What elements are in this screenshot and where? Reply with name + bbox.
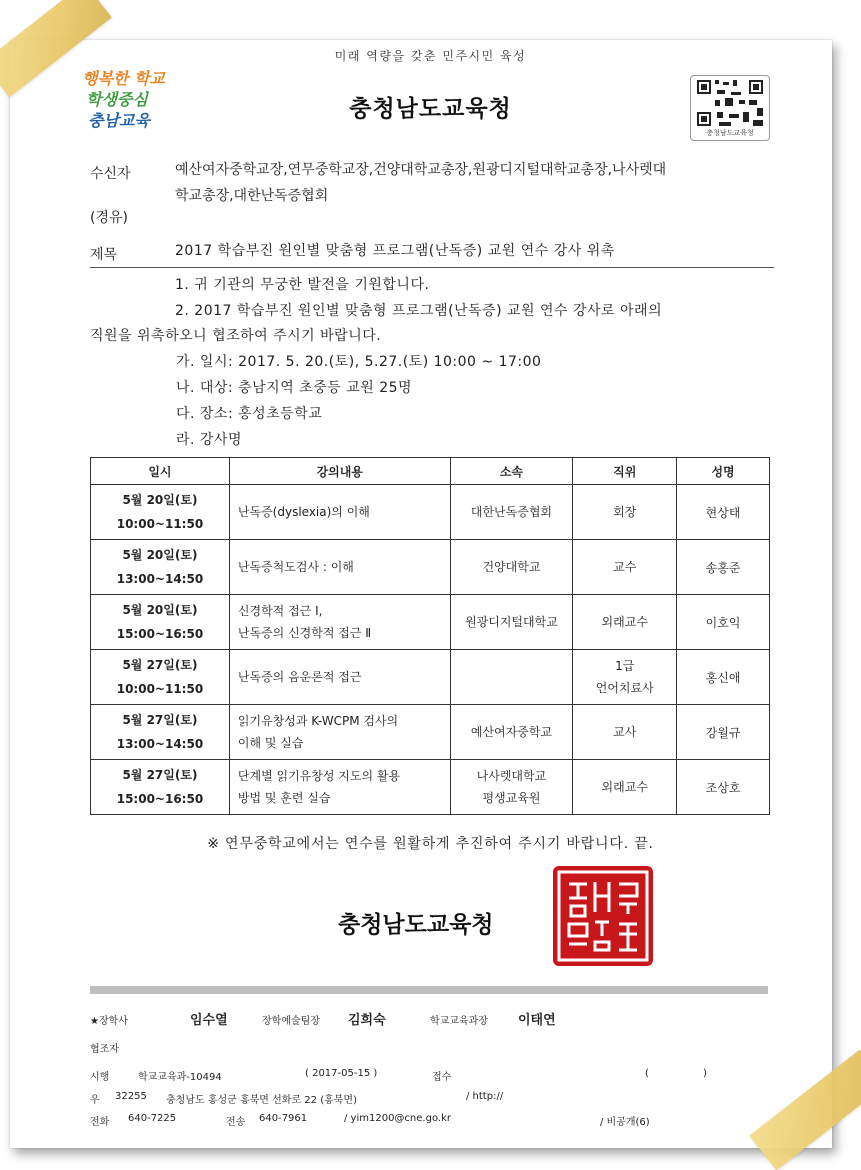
- cell-org: [450, 540, 573, 595]
- content-line-2: 난독증의 신경학적 접근 Ⅱ: [237, 626, 372, 640]
- recipient-line-1: 예산여자중학교장,연무중학교장,건양대학교총장,원광디지털대학교총장,나사렛대: [175, 162, 667, 178]
- table-row: [91, 595, 770, 650]
- footer-email: / yim1200@cne.go.kr: [344, 1113, 451, 1124]
- cell-datetime: [91, 540, 230, 595]
- cell-time: 10:00~11:50: [116, 682, 204, 696]
- cell-date: 5월 20일(토): [122, 603, 198, 617]
- cell-datetime: [91, 650, 230, 705]
- cell-time: 10:00~11:50: [116, 517, 204, 531]
- cell-time: 15:00~16:50: [116, 792, 204, 806]
- logo-line-3: 충남교육: [88, 111, 150, 130]
- footer-role-1: ★장학사: [90, 1016, 128, 1027]
- position-line-1: 교사: [613, 725, 637, 739]
- content-line-2: 방법 및 훈련 실습: [237, 791, 331, 805]
- table-row: [91, 540, 770, 595]
- header-position: 직위: [573, 458, 677, 485]
- content-line-1: 난독증(dyslexia)의 이해: [237, 505, 370, 519]
- footer-homepage: / http://: [466, 1091, 504, 1102]
- via-label: (경유): [90, 210, 128, 226]
- cell-date: 5월 20일(토): [122, 548, 198, 562]
- seal-stamp-icon: [553, 866, 653, 966]
- cell-time: 13:00~14:50: [116, 572, 204, 586]
- cell-date: 5월 27일(토): [122, 713, 198, 727]
- footer-person-2: 김희숙: [348, 1013, 386, 1028]
- org-line-2: 평생교육원: [482, 791, 541, 805]
- cell-content: [229, 540, 450, 595]
- cell-org: [450, 760, 573, 815]
- slogan: 미래 역량을 갖춘 민주시민 육성: [334, 49, 527, 63]
- content-line-1: 난독증의 음운론적 접근: [237, 670, 362, 684]
- position-line-2: 언어치료사: [595, 681, 654, 695]
- cell-content: [229, 650, 450, 705]
- item-target: 나. 대상: 충남지역 초중등 교원 25명: [176, 380, 413, 396]
- cell-name: 홍신애: [677, 650, 770, 705]
- org-line-1: 대한난독증협회: [470, 505, 553, 519]
- official-seal: [553, 866, 653, 966]
- content-line-1: 신경학적 접근 Ⅰ,: [237, 604, 323, 618]
- footer-receipt-paren: ( ): [645, 1068, 707, 1079]
- cell-org: [450, 485, 573, 540]
- header-content: 강의내용: [229, 458, 450, 485]
- logo-line-1: 행복한 학교: [82, 69, 165, 88]
- cell-position: [573, 485, 677, 540]
- footer-enforce-no: 학교교육과-10494: [138, 1072, 222, 1083]
- org-line-1: 나사렛대학교: [476, 769, 547, 783]
- cell-org: [450, 650, 573, 705]
- qr-code-icon: [691, 76, 769, 130]
- footer-address: 충청남도 홍성군 홍북면 선화로 22 (홍북면): [166, 1095, 357, 1106]
- item-schedule: 가. 일시: 2017. 5. 20.(토), 5.27.(토) 10:00 ~ 17:00: [176, 354, 542, 370]
- footer-divider-bar: [90, 986, 768, 994]
- cell-name: 조상호: [677, 760, 770, 815]
- content-line-1: 난독증척도검사 : 이해: [237, 560, 354, 574]
- org-line-1: 건양대학교: [482, 560, 541, 574]
- content-line-1: 읽기유창성과 K-WCPM 검사의: [237, 714, 399, 728]
- header-date: 일시: [91, 458, 230, 485]
- cell-date: 5월 27일(토): [122, 658, 198, 672]
- cell-position: [573, 760, 677, 815]
- cell-datetime: [91, 485, 230, 540]
- footer-tel-label: 전화: [90, 1117, 110, 1128]
- footer-enforce-label: 시행: [90, 1072, 110, 1083]
- table-row: [91, 705, 770, 760]
- paragraph-2-line-1: 2. 2017 학습부진 원인별 맞춤형 프로그램(난독증) 교원 연수 강사로 아래의: [175, 303, 663, 319]
- content-line-2: 이해 및 실습: [237, 736, 304, 750]
- footer-person-1: 임수열: [190, 1013, 228, 1028]
- subject-label: 제목: [90, 247, 118, 263]
- position-line-1: 회장: [613, 505, 637, 519]
- cell-name: 강월규: [677, 705, 770, 760]
- footer-fax: 640-7961: [259, 1113, 308, 1124]
- position-line-1: 1급: [615, 659, 635, 673]
- org-line-1: 예산여자중학교: [470, 725, 553, 739]
- logo-line-2: 학생중심: [86, 90, 148, 109]
- cell-datetime: [91, 760, 230, 815]
- cell-content: [229, 485, 450, 540]
- paragraph-2-line-2: 직원을 위촉하오니 협조하여 주시기 바랍니다.: [90, 328, 382, 344]
- header-name: 성명: [677, 458, 770, 485]
- cell-position: [573, 595, 677, 650]
- footer-fax-label: 전송: [226, 1117, 246, 1128]
- footer-role-2: 장학예술팀장: [262, 1016, 320, 1027]
- footer-disclosure: / 비공개(6): [600, 1117, 650, 1128]
- cell-date: 5월 20일(토): [122, 493, 198, 507]
- cell-content: [229, 760, 450, 815]
- cell-content: [229, 595, 450, 650]
- cell-name: 이호익: [677, 595, 770, 650]
- cell-org: [450, 705, 573, 760]
- cell-content: [229, 705, 450, 760]
- position-line-1: 외래교수: [601, 615, 648, 629]
- org-line-1: 원광디지털대학교: [465, 615, 558, 629]
- footer-role-3: 학교교육과장: [430, 1016, 488, 1027]
- qr-caption: 충청남도교육청: [706, 129, 754, 137]
- footer-person-3: 이태연: [518, 1013, 556, 1028]
- footer-zip-label: 우: [90, 1095, 100, 1106]
- cell-datetime: [91, 595, 230, 650]
- footer-cooperator: 협조자: [90, 1044, 119, 1055]
- table-header-row: [91, 458, 770, 485]
- signature-agency: 충청남도교육청: [338, 912, 494, 938]
- footer-enforce-date: ( 2017-05-15 ): [305, 1068, 378, 1079]
- position-line-1: 외래교수: [601, 780, 648, 794]
- lecturer-table: [90, 457, 770, 815]
- item-venue: 다. 장소: 홍성초등학교: [176, 406, 323, 422]
- agency-title: 충청남도교육청: [349, 96, 512, 122]
- position-line-1: 교수: [613, 560, 637, 574]
- cell-time: 13:00~14:50: [116, 737, 204, 751]
- recipient-label: 수신자: [90, 166, 131, 182]
- header-org: 소속: [450, 458, 573, 485]
- closing-note: ※ 연무중학교에서는 연수를 원활하게 추진하여 주시기 바랍니다. 끝.: [207, 836, 654, 852]
- recipient-line-2: 학교총장,대한난독증협회: [175, 188, 329, 204]
- paragraph-1: 1. 귀 기관의 무궁한 발전을 기원합니다.: [175, 277, 430, 293]
- cell-name: 송홍준: [677, 540, 770, 595]
- item-lecturers: 라. 강사명: [176, 432, 242, 448]
- content-line-1: 단계별 읽기유창성 지도의 활용: [237, 769, 401, 783]
- cell-position: [573, 650, 677, 705]
- cell-org: [450, 595, 573, 650]
- cell-time: 15:00~16:50: [116, 627, 204, 641]
- cell-date: 5월 27일(토): [122, 768, 198, 782]
- cell-name: 현상태: [677, 485, 770, 540]
- subject-divider: [90, 267, 774, 268]
- table-row: [91, 650, 770, 705]
- footer-zip: 32255: [115, 1091, 147, 1102]
- cell-datetime: [91, 705, 230, 760]
- subject: 2017 학습부진 원인별 맞춤형 프로그램(난독증) 교원 연수 강사 위촉: [175, 243, 615, 259]
- table-row: [91, 760, 770, 815]
- footer-tel: 640-7225: [128, 1113, 177, 1124]
- footer-receipt-label: 접수: [432, 1072, 452, 1083]
- cell-position: [573, 540, 677, 595]
- table-row: [91, 485, 770, 540]
- cell-position: [573, 705, 677, 760]
